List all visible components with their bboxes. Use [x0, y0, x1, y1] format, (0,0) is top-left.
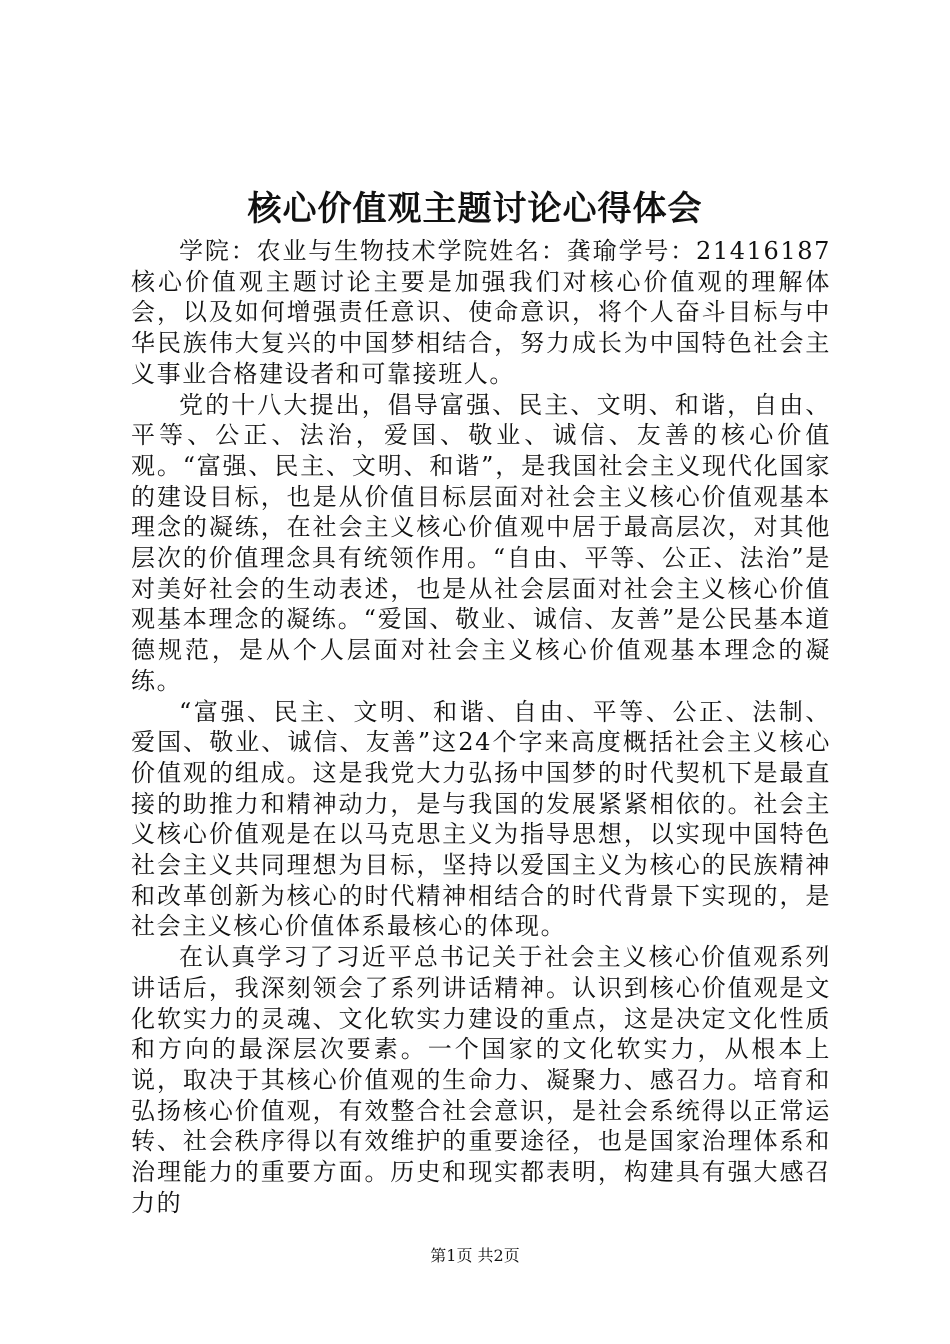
- document-body: [131, 236, 831, 1219]
- paragraph-core-values: 党的十八大提出，倡导富强、民主、文明、和谐，自由、平等、公正、法治，爱国、敬业、诚信、友善的核心价值观。“富强、民主、文明、和谐”，是我国社会主义现代化国家的建设目标，也是从价值目标层面对社会主义核心价值观基本理念的凝练，在社会主义核心价值观中居于最高层次，对其他层次的价值理念具有统领作用。“自由、平等、公正、法治”是对美好社会的生动表述，也是从社会层面对社会主义核心价值观基本理念的凝练。“爱国、敬业、诚信、友善”是公民基本道德规范，是从个人层面对社会主义核心价值观基本理念的凝练。: [131, 390, 831, 695]
- page-number-footer: 第1页 共2页: [430, 1246, 520, 1265]
- document-title: 核心价值观主题讨论心得体会: [247, 189, 703, 229]
- paragraph-intro: 学院：农业与生物技术学院姓名：龚瑜学号：21416187核心价值观主题讨论主要是加强我们对核心价值观的理解体会，以及如何增强责任意识、使命意识，将个人奋斗目标与中华民族伟大复兴的中国梦相结合，努力成长为中国特色社会主义事业合格建设者和可靠接班人。: [131, 237, 831, 388]
- paragraph-24-characters: “富强、民主、文明、和谐、自由、平等、公正、法制、爱国、敬业、诚信、友善”这24个字来高度概括社会主义核心价值观的组成。这是我党大力弘扬中国梦的时代契机下是最直接的助推力和精神动力，是与我国的发展紧紧相依的。社会主义核心价值观是在以马克思主义为指导思想，以实现中国特色社会主义共同理想为目标，坚持以爱国主义为核心的民族精神和改革创新为核心的时代精神相结合的时代背景下实现的，是社会主义核心价值体系最核心的体现。: [131, 697, 831, 941]
- paragraph-study-reflection: 在认真学习了习近平总书记关于社会主义核心价值观系列讲话后，我深刻领会了系列讲话精神。认识到核心价值观是文化软实力的灵魂、文化软实力建设的重点，这是决定文化性质和方向的最深层次要素。一个国家的文化软实力，从根本上说，取决于其核心价值观的生命力、凝聚力、感召力。培育和弘扬核心价值观，有效整合社会意识，是社会系统得以正常运转、社会秩序得以有效维护的重要途径，也是国家治理体系和治理能力的重要方面。历史和现实都表明，构建具有强大感召力的: [131, 943, 831, 1217]
